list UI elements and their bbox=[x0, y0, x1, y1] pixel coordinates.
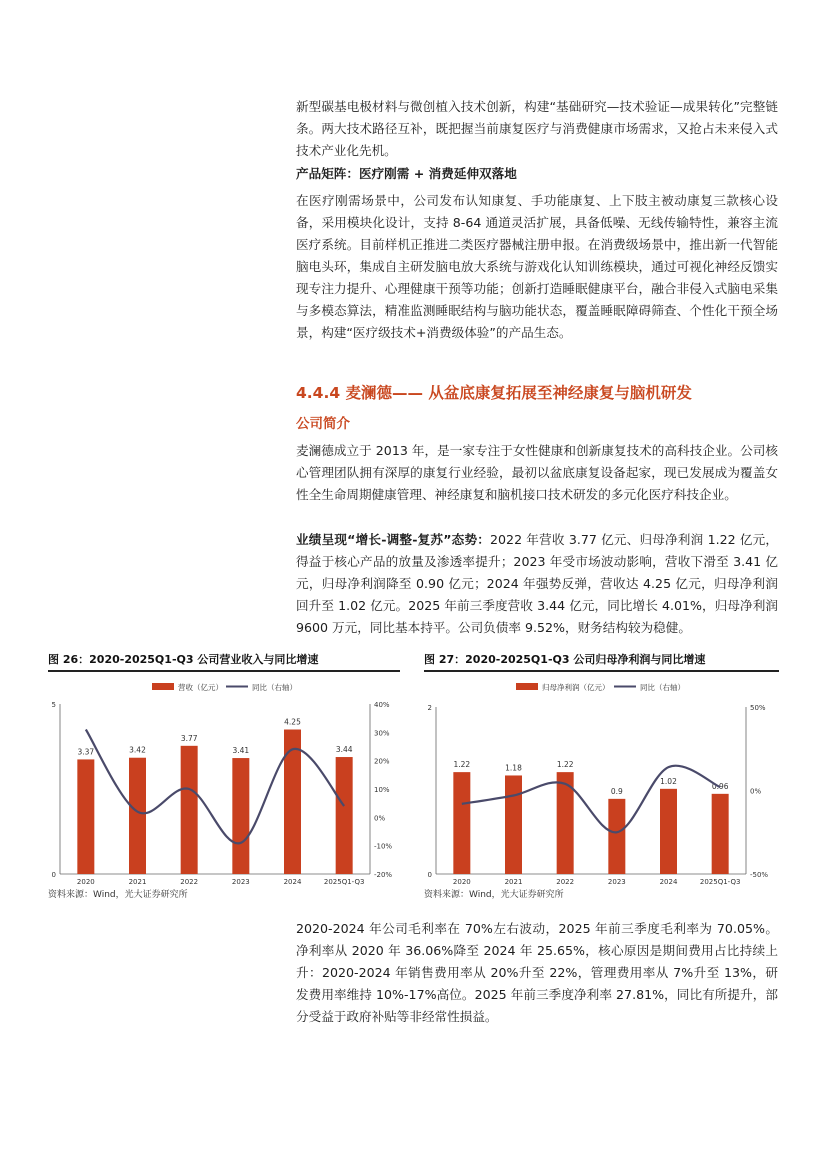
bar-value-label: 1.22 bbox=[556, 760, 574, 770]
y2-tick-label: -20% bbox=[374, 871, 393, 879]
intro-text-1: 新型碳基电极材料与微创植入技术创新，构建“基础研究—技术验证—成果转化”完整链条。两大技术路径互补，既把握当前康复医疗与消费健康市场需求，又抢占未来侵入式技术产业化先机。 bbox=[296, 99, 778, 158]
legend-bar-label: 归母净利润（亿元） bbox=[542, 683, 610, 692]
x-tick-label: 2022 bbox=[556, 878, 575, 886]
matrix-heading-text: 产品矩阵：医疗刚需 + 消费延伸双落地 bbox=[296, 166, 517, 181]
net-profit-chart bbox=[424, 676, 784, 888]
y2-tick-label: 40% bbox=[374, 701, 390, 709]
figure-27-title: 图 27：2020-2025Q1-Q3 公司归母净利润与同比增速 bbox=[424, 651, 779, 672]
legend-line-label: 同比（右轴） bbox=[252, 683, 297, 692]
performance-head: 业绩呈现“增长-调整-复苏”态势： bbox=[296, 532, 491, 547]
legend-bar-swatch bbox=[516, 683, 538, 690]
y2-tick-label: -10% bbox=[374, 842, 393, 851]
intro-text-2: 在医疗刚需场景中，公司发布认知康复、手功能康复、上下肢主被动康复三款核心设备，采用模块化设计，支持 8-64 通道灵活扩展，具备低噪、无线传输特性，兼容主流医疗系统。目前样机正推进二类医疗器械注册申报。在消费级场景中，推出新一代智能脑电头环，集成自主研发脑电放大系统与游戏化认知训练模块，通过可视化神经反馈实现专注力提升、心理健康干预等功能；创新打造睡眠健康平台，融合非侵入式脑电采集与多模态算法，精准监测睡眠结构与脑功能状态，覆盖睡眠障碍筛查、个性化干预全场景，构建“医疗级技术+消费级体验”的产品生态。 bbox=[296, 193, 778, 340]
x-tick-label: 2023 bbox=[231, 878, 250, 886]
y-tick-label: 5 bbox=[51, 701, 56, 709]
bar-value-label: 3.44 bbox=[335, 745, 353, 755]
bar bbox=[284, 730, 301, 875]
x-tick-label: 2020 bbox=[76, 878, 95, 886]
bar-value-label: 3.77 bbox=[180, 733, 198, 743]
y-tick-label: 2 bbox=[427, 704, 432, 712]
bar bbox=[336, 757, 353, 874]
bar bbox=[77, 759, 94, 874]
performance-paragraph bbox=[296, 529, 778, 639]
y2-tick-label: 10% bbox=[374, 786, 390, 794]
intro-paragraph-2 bbox=[296, 190, 778, 344]
x-tick-label: 2021 bbox=[504, 878, 523, 886]
x-tick-label: 2023 bbox=[607, 878, 626, 886]
company-intro-text: 麦澜德成立于 2013 年，是一家专注于女性健康和创新康复技术的高科技企业。公司核心管理团队拥有深厚的康复行业经验，最初以盆底康复设备起家，现已发展成为覆盖女性全生命周期健康管理、神经康复和脑机接口技术研发的多元化医疗科技企业。 bbox=[296, 443, 778, 502]
section-subtitle: 公司简介 bbox=[296, 416, 350, 432]
bar-value-label: 1.22 bbox=[453, 760, 471, 770]
y2-tick-label: 20% bbox=[374, 757, 390, 766]
bar bbox=[232, 758, 249, 874]
performance-body: 2022 年营收 3.77 亿元、归母净利润 1.22 亿元，得益于核心产品的放量及渗透率提升；2023 年受市场波动影响，营收下滑至 3.41 亿元，归母净利润降至 0.90 亿元；2024 年强势反弹，营收达 4.25 亿元，归母净利润回升至 1.02 亿元。2025 年前三季度营收 3.44 亿元，同比增长 4.01%，归母净利润 9600 万元，同比基本持平。公司负债率 9.52%，财务结构较为稳健。 bbox=[296, 532, 778, 635]
section-title: 4.4.4 麦澜德—— 从盆底康复拓展至神经康复与脑机研发 bbox=[296, 384, 692, 402]
y2-tick-label: -50% bbox=[750, 871, 769, 879]
figure-26-title: 图 26：2020-2025Q1-Q3 公司营业收入与同比增速 bbox=[48, 651, 400, 672]
x-tick-label: 2025Q1-Q3 bbox=[699, 878, 741, 886]
figure-26-source: 资料来源：Wind，光大证券研究所 bbox=[48, 890, 188, 900]
matrix-heading bbox=[296, 163, 778, 185]
yoy-growth-line bbox=[86, 730, 344, 844]
yoy-growth-line bbox=[462, 766, 720, 833]
margin-analysis-text: 2020-2024 年公司毛利率在 70%左右波动，2025 年前三季度毛利率为 70.05%。净利率从 2020 年 36.06%降至 2024 年 25.65%，核心原因是期间费用占比持续上升：2020-2024 年销售费用率从 20%升至 22%，管理费用率从 7%升至 13%，研发费用率维持 10%-17%高位。2025 年前三季度净利率 27.81%，同比有所提升，部分受益于政府补贴等非经常性损益。 bbox=[296, 921, 778, 1024]
x-tick-label: 2024 bbox=[659, 878, 678, 886]
y2-tick-label: 30% bbox=[374, 729, 390, 738]
bar bbox=[660, 789, 677, 874]
x-tick-label: 2025Q1-Q3 bbox=[323, 878, 365, 886]
y2-tick-label: 0% bbox=[750, 787, 762, 796]
bar-value-label: 4.25 bbox=[284, 717, 301, 727]
y2-tick-label: 0% bbox=[374, 814, 386, 823]
legend-bar-swatch bbox=[152, 683, 174, 690]
bar-value-label: 1.18 bbox=[505, 763, 522, 773]
y2-tick-label: 50% bbox=[750, 704, 766, 712]
bar-value-label: 3.37 bbox=[77, 747, 95, 757]
bar bbox=[453, 772, 470, 874]
performance-text bbox=[296, 529, 778, 639]
bar bbox=[181, 746, 198, 874]
x-tick-label: 2021 bbox=[128, 878, 147, 886]
bar bbox=[129, 758, 146, 874]
bar bbox=[505, 775, 522, 874]
y-tick-label: 0 bbox=[51, 871, 56, 879]
bar-value-label: 1.02 bbox=[660, 776, 677, 786]
bar bbox=[608, 799, 625, 874]
intro-paragraph-1 bbox=[296, 96, 778, 162]
revenue-chart bbox=[48, 676, 408, 888]
bar-value-label: 3.41 bbox=[232, 746, 250, 756]
x-tick-label: 2024 bbox=[283, 878, 302, 886]
x-tick-label: 2022 bbox=[180, 878, 199, 886]
bar-value-label: 3.42 bbox=[129, 745, 146, 755]
legend-line-label: 同比（右轴） bbox=[640, 683, 685, 692]
y-tick-label: 0 bbox=[427, 871, 432, 879]
bar-value-label: 0.96 bbox=[711, 781, 729, 791]
legend-bar-label: 营收（亿元） bbox=[178, 683, 223, 692]
company-intro-paragraph bbox=[296, 440, 778, 506]
margin-analysis-paragraph bbox=[296, 918, 778, 1028]
bar-value-label: 0.9 bbox=[610, 786, 623, 796]
bar bbox=[712, 794, 729, 874]
figure-27-source: 资料来源：Wind，光大证券研究所 bbox=[424, 890, 564, 900]
x-tick-label: 2020 bbox=[452, 878, 471, 886]
